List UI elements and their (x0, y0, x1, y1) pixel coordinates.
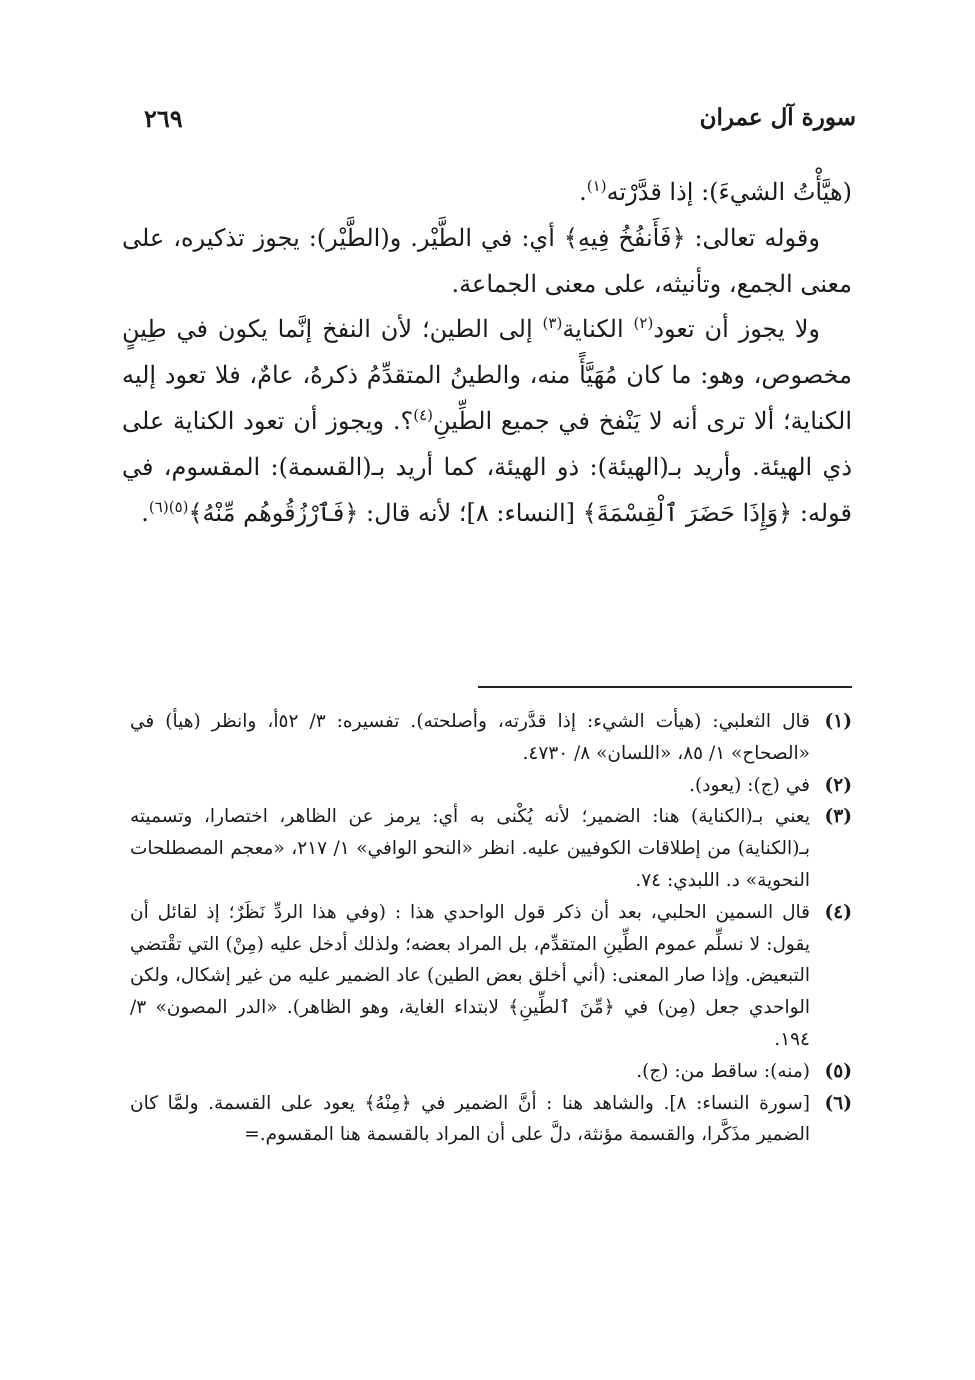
paragraph-3-part-b: الكناية (562, 315, 634, 344)
paragraph-1-text: (هيَّأْتُ الشيءَ): إذا قدَّرْته (606, 178, 852, 206)
paragraph-3 (122, 307, 852, 536)
paragraph-3-part-d: ؟. ويجوز أن تعود الكناية على ذي الهيئة. وأريد بـ(الهيئة): ذو الهيئة، كما أريد بـ(القسمة): المقسوم، في قوله: ﴿وَإِذَا حَضَرَ ٱلْقِسْمَةَ﴾ [النساء: ٨]؛ لأنه قال: ﴿فَٱرْزُقُوهُم مِّنْهُ﴾ (122, 406, 853, 527)
running-header (134, 104, 856, 144)
footnote-number: (٤) (824, 901, 852, 923)
footnote-number: (٦) (824, 1092, 852, 1114)
footnote-text: يعني بـ(الكناية) هنا: الضمير؛ لأنه يُكْنى به أي: يرمز عن الظاهر، اختصارا، وتسميته بـ(الكناية) من إطلاقات الكوفيين عليه. انظر «النحو الوافي» ١/ ٢١٧، «معجم المصطلحات النحوية» د. اللبدي: ٧٤. (130, 806, 810, 891)
footnote-text: في (ج): (يعود). (689, 774, 810, 796)
footnote-text: قال الثعلبي: (هيأت الشيء: إذا قدَّرته، وأصلحته). تفسيره: ٣/ ٥٢أ، وانظر (هيأ) في «الصحاح» ١/ ٨٥، «اللسان» ٨/ ٤٧٣٠. (130, 711, 810, 764)
footnote-number: (٣) (824, 806, 852, 828)
footnote-ref-4: (٤) (413, 405, 433, 424)
main-text (122, 170, 852, 536)
footnote-number: (٢) (824, 774, 852, 796)
paragraph-3-end: . (141, 498, 149, 527)
footnote-ref-2: (٢) (633, 314, 654, 333)
footnote-item (130, 897, 852, 1056)
footnote-number: (١) (824, 711, 852, 732)
footnote-text: [سورة النساء: ٨]. والشاهد هنا : أنَّ الضمير في ﴿مِنْهُ﴾ يعود على القسمة. ولمَّا كان الضمير مذَكَّرا، والقسمة مؤنثة، دلَّ على أن المراد بالقسمة هنا المقسوم.= (130, 1092, 810, 1146)
paragraph-1 (122, 170, 852, 216)
footnote-item (130, 706, 852, 770)
footnote-item (130, 770, 852, 802)
footnote-item (130, 1056, 852, 1088)
footnote-text: قال السمين الحلبي، بعد أن ذكر قول الواحدي هذا : (وفي هذا الردِّ نَظَرٌ؛ إذ لقائل أن يقول: لا نسلِّم عموم الطِّينِ المتقدِّم، بل المراد بعضه؛ ولذلك أدخل عليه (مِنْ) التي تقْتضي التبعيض. وإذا صار المعنى: (أني أخلق بعض الطين) عاد الضمير عليه من غير إشكال، ولكن الواحدي جعل (مِن) في ﴿مِّنَ ٱلطِّينِ﴾ لابتداء الغاية، وهو الظاهر). «الدر المصون» ٣/ ١٩٤. (130, 901, 810, 1050)
paragraph-1-end: . (579, 178, 587, 206)
footnote-ref-3: (٣) (542, 314, 563, 333)
footnote-divider (478, 686, 852, 688)
footnote-item (130, 1088, 852, 1152)
page-number: ٢٦٩ (144, 104, 183, 133)
surah-title: سورة آل عمران (699, 104, 856, 131)
paragraph-3-part-a: ولا يجوز أن تعود (653, 315, 821, 344)
footnote-number: (٥) (824, 1060, 852, 1082)
paragraph-3-part-c: إلى الطين؛ لأن النفخ إنَّما يكون في طِينٍ مخصوص، وهو: ما كان مُهَيَّأً منه، والطينُ المتقدِّمُ ذكرهُ، عامٌ، فلا تعود إليه الكناية؛ ألا ترى أنه لا يَنْفخ في جميع الطِّينِ (122, 315, 852, 435)
footnote-ref-5-6: (٥)(٦) (148, 497, 189, 516)
footnote-text: (منه): ساقط من: (ج). (636, 1060, 810, 1082)
footnote-ref-1: (١) (586, 177, 607, 195)
footnotes (130, 706, 852, 1151)
paragraph-2: وقوله تعالى: ﴿فَأَنفُخُ فِيهِ﴾ أي: في الطَّيْر. و(الطَّيْر): يجوز تذكيره، على معنى الجمع، وتأنيثه، على معنى الجماعة. (122, 223, 852, 298)
footnote-item (130, 801, 852, 896)
